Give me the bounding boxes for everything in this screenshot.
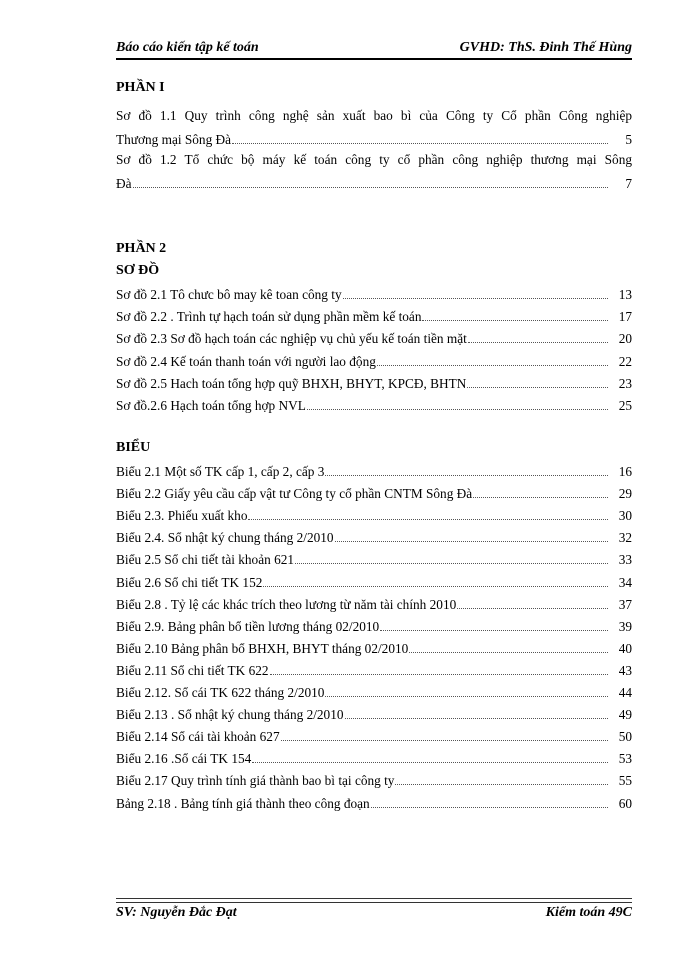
toc-entry [116,702,632,724]
dot-leader [422,304,608,321]
toc-line: Sơ đồ 1.1 Quy trình công nghệ sản xuất bao bì của Công ty Cổ phần Công nghiệp [116,108,632,123]
toc-entry-text: Biểu 2.12. Sổ cái TK 622 tháng 2/2010 [116,685,325,700]
toc-entry-page: 53 [618,751,632,767]
toc-entry [116,371,632,393]
toc-entry [116,503,632,525]
toc-entry [116,393,632,415]
tables-heading: BIỂU [116,440,151,455]
toc-entry [116,791,632,813]
toc-entry-text: Biểu 2.5 Sổ chi tiết tài khoản 621 [116,552,295,568]
toc-entry-text: Biểu 2.8 . Tỷ lệ các khác trích theo lương từ năm tài chính 2010 [116,596,457,612]
toc-entry-page: 32 [618,530,632,546]
toc-entry [116,746,632,768]
toc-entry [116,282,632,304]
toc-entry [116,304,632,326]
toc-entry-text: Bảng 2.18 . Bảng tính giá thành theo công đoạn [116,795,370,811]
toc-entry-text: Biểu 2.17 Quy trình tính giá thành bao bì tại công ty [116,773,395,789]
dot-leader [325,459,608,476]
toc-entry [116,614,632,636]
dot-leader [281,724,608,741]
toc-entry-text: Biểu 2.14 Sổ cái tài khoản 627 [116,729,280,745]
dot-leader [325,680,608,697]
header-title: Báo cáo kiến tập kế toán [116,40,259,55]
toc-entry-text: Đà [116,176,132,191]
toc-entry-page: 49 [618,707,632,723]
toc-entry-page: 5 [625,132,632,147]
toc-entry [116,547,632,569]
diagrams-heading: SƠ ĐỒ [116,263,160,278]
toc-entry [116,349,632,371]
toc-entry-page: 34 [618,574,632,590]
toc-entry-text: Thương mại Sông Đà [116,132,232,147]
dot-leader [133,171,608,188]
toc-entry-page: 37 [618,596,632,612]
toc-entry-text: Biểu 2.11 Sổ chi tiết TK 622 [116,662,269,678]
footer-class: Kiểm toán 49C [545,905,632,920]
toc-entry-text: Sơ đồ 2.5 Hach toán tổng hợp quỹ BHXH, BHYT, KPCĐ, BHTN [116,375,467,391]
toc-entry-page: 16 [618,464,632,479]
toc-entry-text: Sơ đồ 2.3 Sơ đồ hạch toán các nghiệp vụ chủ yếu kế toán tiền mặt [116,331,467,347]
toc-entry-page: 39 [618,618,632,634]
dot-leader [307,393,608,410]
toc-entry [116,459,632,481]
toc-entry [116,525,632,547]
toc-entry [116,724,632,746]
header-supervisor: GVHD: ThS. Đinh Thế Hùng [459,40,632,55]
dot-leader [248,503,608,520]
dot-leader [380,614,608,631]
toc-entry [116,768,632,790]
toc-entry [116,658,632,680]
footer-student: SV: Nguyễn Đắc Đạt [116,905,237,920]
dot-leader [395,768,608,785]
toc-entry-page: 50 [618,729,632,745]
toc-entry-text: Sơ đồ 2.2 . Trình tự hạch toán sử dụng phần mềm kế toán [116,309,422,325]
footer-divider [116,898,632,903]
dot-leader [343,282,608,299]
toc-entry-page: 17 [618,309,632,325]
toc-entry-page: 44 [618,685,632,700]
toc-entry-page: 55 [618,773,632,789]
toc-entry-text: Sơ đồ 2.1 Tô chưc bô may kê toan công ty [116,287,342,302]
toc-entry-text: Biểu 2.4. Sổ nhật ký chung tháng 2/2010 [116,530,334,546]
part1-heading: PHẦN I [116,80,165,95]
dot-leader [263,570,608,587]
toc-entry-page: 25 [618,398,632,413]
toc-entry-page: 23 [618,375,632,391]
toc-entry-page: 7 [625,176,632,191]
dot-leader [295,547,608,564]
dot-leader [270,658,608,675]
toc-entry [116,171,632,193]
page-header [116,40,632,60]
toc-entry-text: Biểu 2.1 Một số TK cấp 1, cấp 2, cấp 3 [116,464,325,479]
toc-entry-text: Biểu 2.6 Sổ chi tiết TK 152 [116,574,263,590]
toc-entry [116,127,632,149]
dot-leader [252,746,608,763]
toc-entry-page: 40 [618,640,632,656]
toc-entry-text: Biểu 2.16 .Sổ cái TK 154 [116,751,252,767]
toc-entry-text: Biểu 2.2 Giấy yêu cầu cấp vật tư Công ty cổ phần CNTM Sông Đà [116,486,473,502]
toc-entry [116,592,632,614]
toc-entry [116,636,632,658]
toc-entry [116,481,632,503]
toc-entry-page: 22 [618,353,632,369]
dot-leader [377,349,608,366]
toc-line: Sơ đồ 1.2 Tổ chức bộ máy kế toán công ty cổ phần công nghiệp thương mại Sông [116,152,632,167]
toc-entry [116,570,632,592]
page-footer [116,905,632,921]
dot-leader [232,127,608,144]
dot-leader [468,326,608,343]
toc-entry-page: 29 [618,486,632,502]
dot-leader [345,702,608,719]
dot-leader [457,592,608,609]
part2-heading: PHẦN 2 [116,241,167,256]
toc-entry [116,680,632,702]
dot-leader [335,525,608,542]
dot-leader [371,791,608,808]
dot-leader [473,481,608,498]
toc-entry-text: Biểu 2.9. Bảng phân bổ tiền lương tháng 02/2010 [116,618,380,634]
toc-entry-page: 43 [618,662,632,678]
toc-entry-page: 60 [618,795,632,811]
dot-leader [409,636,608,653]
toc-entry-text: Biểu 2.13 . Sổ nhật ký chung tháng 2/2010 [116,707,344,723]
toc-entry-page: 20 [618,331,632,347]
toc-entry-page: 30 [618,508,632,524]
toc-entry-page: 13 [618,287,632,302]
dot-leader [467,371,608,388]
toc-entry-text: Sơ đồ 2.4 Kế toán thanh toán với người lao động [116,353,376,369]
toc-entry-page: 33 [618,552,632,568]
toc-entry-text: Sơ đồ.2.6 Hạch toán tổng hợp NVL [116,398,306,413]
toc-entry-text: Biểu 2.10 Bảng phân bổ BHXH, BHYT tháng 02/2010 [116,640,409,656]
toc-entry-text: Biểu 2.3. Phiếu xuất kho [116,508,248,524]
toc-entry [116,326,632,348]
